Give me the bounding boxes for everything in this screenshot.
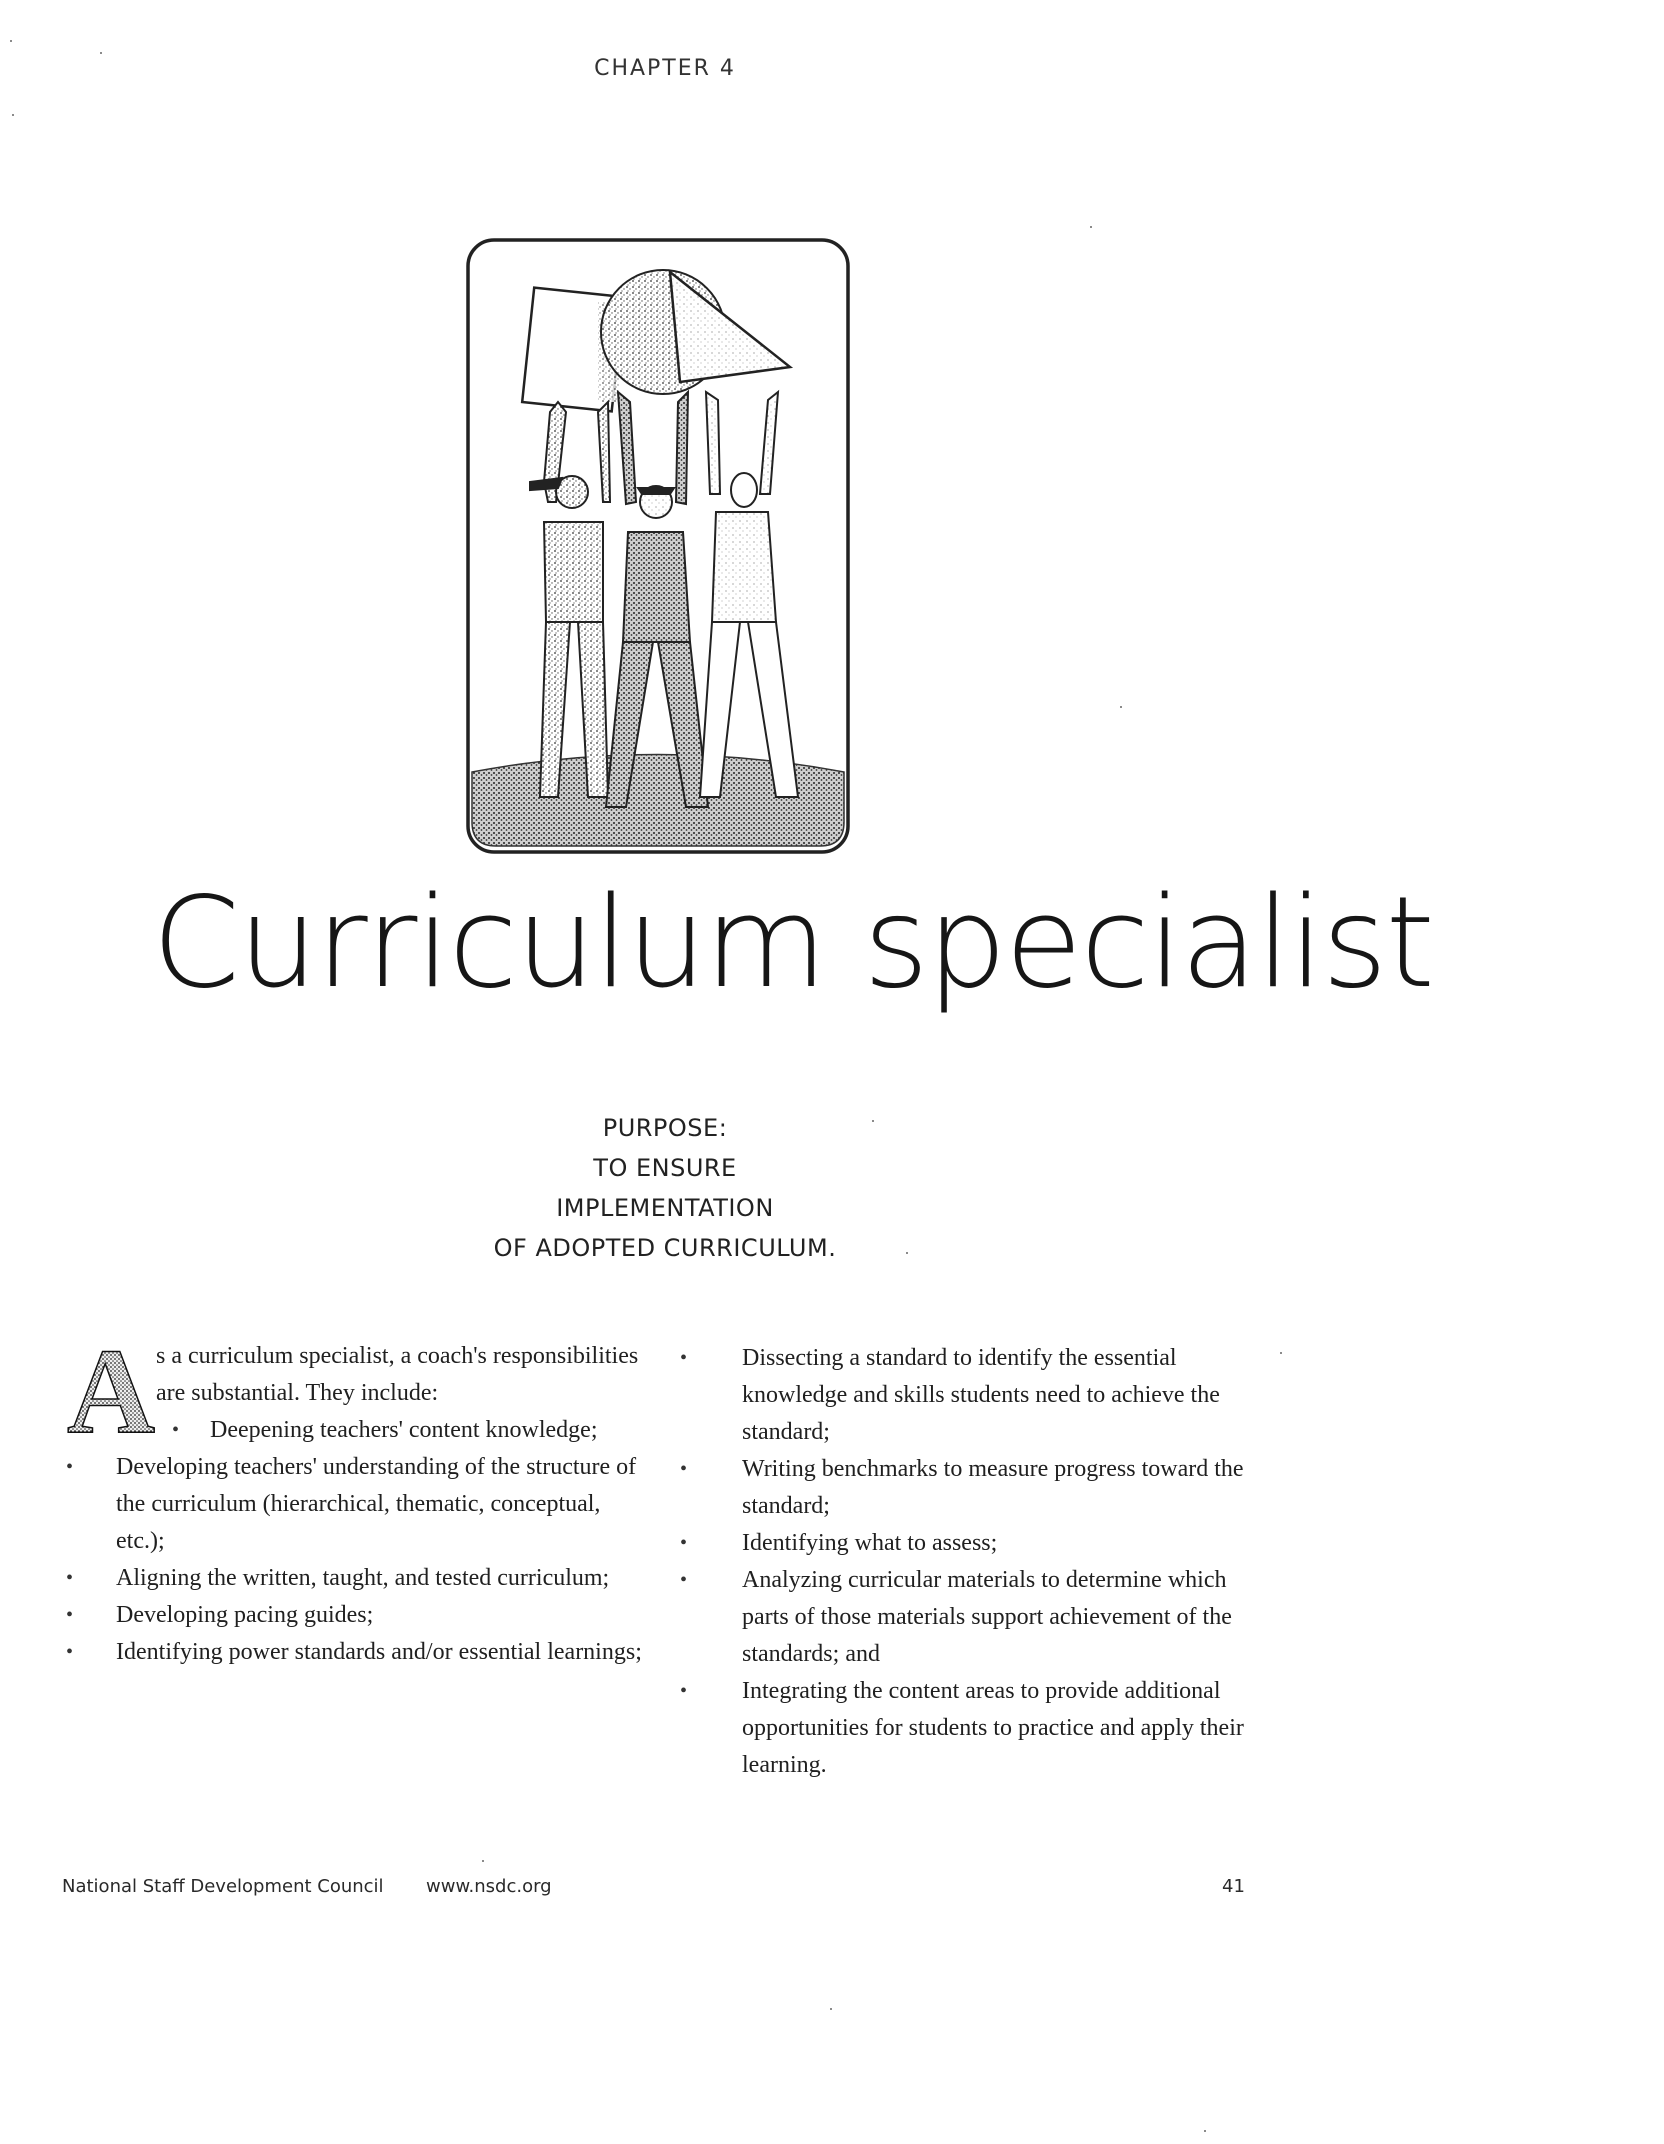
list-item-text: Developing pacing guides; [116,1602,374,1628]
purpose-line: PURPOSE: [602,1114,728,1142]
bullet-icon: • [680,1532,688,1554]
scan-speck [100,52,102,54]
list-item [60,1449,650,1560]
list-item [60,1597,650,1634]
scan-speck [1280,1352,1282,1354]
scan-speck [1090,226,1092,228]
list-item-text: Dissecting a standard to identify the essential knowledge and skills students need to achieve the standard; [742,1345,1220,1445]
list-item-text: Identifying power standards and/or essential learnings; [116,1639,642,1665]
list-item [680,1525,1260,1562]
bullet-icon: • [66,1567,74,1589]
scan-speck [830,2008,832,2010]
page-number: 41 [1222,1876,1245,1897]
scan-speck [1204,2130,1206,2132]
list-item-text: Writing benchmarks to measure progress toward the standard; [742,1456,1244,1519]
list-item [60,1560,650,1597]
list-item [60,1634,650,1671]
figures-lifting-shapes-illustration [458,232,858,862]
dropcap-glyph: A [66,1338,156,1438]
scan-speck [906,1252,908,1254]
list-item [680,1340,1260,1451]
page-title: Curriculum specialist [152,869,1433,1016]
list-item-text: Developing teachers' understanding of the structure of the curriculum (hierarchical, thematic, conceptual, etc.); [116,1454,637,1554]
bullet-icon: • [66,1456,74,1478]
list-item-text: Integrating the content areas to provide additional opportunities for students to practice and apply their learning. [742,1678,1244,1778]
scan-speck [872,1120,874,1122]
scan-speck [10,40,12,42]
list-item-text: Identifying what to assess; [742,1530,998,1556]
list-item-text: Analyzing curricular materials to determine which parts of those materials support achievement of the standards; and [742,1567,1232,1667]
list-item [680,1562,1260,1673]
list-item-text: Aligning the written, taught, and tested curriculum; [116,1565,610,1591]
bullet-icon: • [66,1641,74,1663]
right-column [680,1340,1260,1784]
purpose-statement [0,1108,1330,1268]
bullet-icon: • [172,1419,180,1441]
list-item [680,1451,1260,1525]
scan-speck [482,1860,484,1862]
bullet-icon: • [680,1458,688,1480]
list-item-text: Deepening teachers' content knowledge; [210,1417,598,1443]
footer-url: www.nsdc.org [426,1876,552,1897]
scan-speck [1120,706,1122,708]
left-column [60,1338,650,1671]
chapter-label: CHAPTER 4 [594,56,736,81]
bullet-icon: • [680,1680,688,1702]
footer-organization: National Staff Development Council [62,1876,384,1897]
purpose-line: IMPLEMENTATION [556,1194,774,1222]
purpose-line: TO ENSURE [593,1154,737,1182]
intro-paragraph: s a curriculum specialist, a coach's responsibilities are substantial. They include: [156,1343,639,1406]
list-item [680,1673,1260,1784]
bullet-icon: • [680,1569,688,1591]
list-item [60,1412,650,1449]
bullet-icon: • [66,1604,74,1626]
scan-speck [12,114,14,116]
purpose-line: OF ADOPTED CURRICULUM. [493,1234,837,1262]
bullet-icon: • [680,1347,688,1369]
